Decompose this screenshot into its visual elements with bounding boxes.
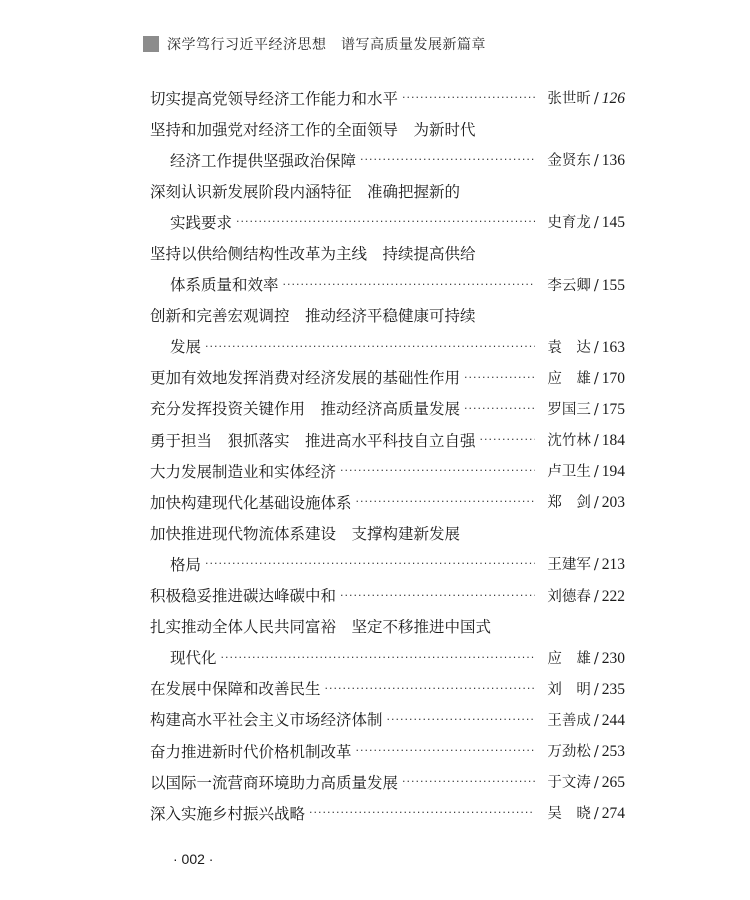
toc-entry-continuation[interactable] — [150, 144, 625, 175]
entry-page-number: 175 — [601, 400, 625, 418]
entry-title-continued: 格局 — [170, 555, 202, 574]
entry-author: 应 雄 — [547, 370, 591, 387]
entry-page-number: 184 — [601, 432, 625, 450]
entry-author: 应 雄 — [547, 650, 591, 667]
dot-leader — [205, 557, 535, 570]
dot-leader — [325, 682, 536, 695]
toc-entry[interactable] — [150, 517, 625, 548]
entry-author-page: 卢卫生 / 194 — [547, 463, 625, 481]
entry-page-number: 170 — [601, 369, 625, 387]
entry-title: 勇于担当 狠抓落实 推进高水平科技自立自强 — [150, 431, 476, 450]
entry-title: 深刻认识新发展阶段内涵特征 准确把握新的 — [150, 182, 461, 201]
entry-author: 刘 明 — [547, 681, 591, 698]
dot-leader — [402, 91, 535, 104]
entry-author: 史育龙 — [547, 215, 591, 232]
entry-title: 更加有效地发挥消费对经济发展的基础性作用 — [150, 369, 461, 388]
entry-title: 坚持以供给侧结构性改革为主线 持续提高供给 — [150, 245, 476, 264]
entry-page-number: 222 — [601, 587, 625, 605]
running-header — [143, 34, 486, 54]
entry-title: 坚持和加强党对经济工作的全面领导 为新时代 — [150, 120, 476, 139]
entry-author: 王建军 — [547, 557, 591, 574]
entry-page-number: 230 — [601, 649, 625, 667]
toc-entry[interactable] — [150, 580, 625, 611]
entry-title: 在发展中保障和改善民生 — [150, 680, 321, 699]
dot-leader — [464, 402, 535, 415]
entry-page-number: 126 — [601, 90, 625, 108]
toc-entry-continuation[interactable] — [150, 642, 625, 673]
dot-leader — [340, 589, 535, 602]
entry-page-number: 274 — [601, 805, 625, 823]
entry-author: 张世昕 — [547, 91, 591, 108]
entry-author: 郑 剑 — [547, 495, 591, 512]
entry-author-page: 沈竹林 / 184 — [547, 432, 625, 450]
entry-author: 罗国三 — [547, 401, 591, 418]
entry-title-continued: 现代化 — [170, 649, 217, 668]
entry-title: 大力发展制造业和实体经济 — [150, 462, 337, 481]
toc-entry-continuation[interactable] — [150, 548, 625, 579]
entry-title-continued: 发展 — [170, 338, 202, 357]
dot-leader — [205, 340, 535, 353]
toc-entry[interactable] — [150, 673, 625, 704]
dot-leader — [356, 495, 536, 508]
toc-entry[interactable] — [150, 237, 625, 268]
entry-title: 扎实推动全体人民共同富裕 坚定不移推进中国式 — [150, 618, 492, 637]
entry-author-page: 刘 明 / 235 — [547, 680, 625, 698]
entry-author-page: 刘德春 / 222 — [547, 587, 625, 605]
header-square-mark — [143, 36, 159, 52]
entry-author: 卢卫生 — [547, 464, 591, 481]
entry-author-page: 万劲松 / 253 — [547, 743, 625, 761]
entry-title: 积极稳妥推进碳达峰碳中和 — [150, 587, 337, 606]
header-title: 深学笃行习近平经济思想 谱写高质量发展新篇章 — [167, 37, 486, 53]
dot-leader — [356, 744, 536, 757]
toc-entry[interactable] — [150, 424, 625, 455]
entry-author: 刘德春 — [547, 588, 591, 605]
table-of-contents — [150, 82, 625, 828]
entry-title-continued: 体系质量和效率 — [170, 276, 279, 295]
entry-author: 沈竹林 — [547, 433, 591, 450]
entry-title: 深入实施乡村振兴战略 — [150, 804, 306, 823]
entry-author-page: 罗国三 / 175 — [547, 400, 625, 418]
entry-author: 于文涛 — [547, 775, 591, 792]
entry-author-page: 王建军 / 213 — [547, 556, 625, 574]
entry-author-page: 于文涛 / 265 — [547, 774, 625, 792]
dot-leader — [480, 433, 536, 446]
toc-entry[interactable] — [150, 735, 625, 766]
entry-author: 袁 达 — [547, 339, 591, 356]
entry-author-page: 金贤东 / 136 — [547, 152, 625, 170]
dot-leader — [402, 775, 535, 788]
entry-author: 金贤东 — [547, 153, 591, 170]
entry-page-number: 213 — [601, 556, 625, 574]
entry-title: 以国际一流营商环境助力高质量发展 — [150, 773, 399, 792]
dot-leader — [236, 215, 535, 228]
entry-page-number: 145 — [601, 214, 625, 232]
entry-page-number: 244 — [601, 711, 625, 729]
entry-page-number: 235 — [601, 680, 625, 698]
entry-page-number: 163 — [601, 338, 625, 356]
entry-title: 切实提高党领导经济工作能力和水平 — [150, 89, 399, 108]
entry-author-page: 王善成 / 244 — [547, 711, 625, 729]
entry-author: 吴 晓 — [547, 806, 591, 823]
entry-author: 王善成 — [547, 712, 591, 729]
toc-entry[interactable] — [150, 393, 625, 424]
toc-entry[interactable] — [150, 113, 625, 144]
entry-author-page: 李云卿 / 155 — [547, 276, 625, 294]
entry-title: 加快推进现代物流体系建设 支撑构建新发展 — [150, 524, 461, 543]
page-number: · 002 · — [173, 851, 214, 867]
entry-page-number: 253 — [601, 743, 625, 761]
toc-entry[interactable] — [150, 611, 625, 642]
toc-entry[interactable] — [150, 455, 625, 486]
dot-leader — [283, 278, 536, 291]
toc-entry[interactable] — [150, 175, 625, 206]
toc-entry[interactable] — [150, 486, 625, 517]
entry-author: 李云卿 — [547, 277, 591, 294]
toc-entry[interactable] — [150, 362, 625, 393]
toc-entry[interactable] — [150, 797, 625, 828]
dot-leader — [309, 806, 535, 819]
toc-entry-continuation[interactable] — [150, 269, 625, 300]
dot-leader — [360, 153, 535, 166]
dot-leader — [464, 371, 535, 384]
entry-author-page: 郑 剑 / 203 — [547, 494, 625, 512]
toc-entry-continuation[interactable] — [150, 331, 625, 362]
entry-title: 充分发挥投资关键作用 推动经济高质量发展 — [150, 400, 461, 419]
entry-title: 构建高水平社会主义市场经济体制 — [150, 711, 383, 730]
entry-title: 加快构建现代化基础设施体系 — [150, 493, 352, 512]
entry-page-number: 136 — [601, 152, 625, 170]
entry-page-number: 155 — [601, 276, 625, 294]
toc-entry[interactable] — [150, 704, 625, 735]
dot-leader — [387, 713, 536, 726]
entry-author-page: 袁 达 / 163 — [547, 338, 625, 356]
entry-title-continued: 实践要求 — [170, 213, 233, 232]
entry-title-continued: 经济工作提供坚强政治保障 — [170, 151, 357, 170]
entry-author-page: 史育龙 / 145 — [547, 214, 625, 232]
toc-entry-continuation[interactable] — [150, 206, 625, 237]
toc-entry[interactable] — [150, 300, 625, 331]
entry-page-number: 194 — [601, 463, 625, 481]
toc-entry[interactable] — [150, 82, 625, 113]
dot-leader — [340, 464, 535, 477]
entry-author-page: 张世昕 / 126 — [547, 90, 625, 108]
entry-author: 万劲松 — [547, 744, 591, 761]
dot-leader — [221, 651, 536, 664]
entry-author-page: 应 雄 / 230 — [547, 649, 625, 667]
entry-title: 奋力推进新时代价格机制改革 — [150, 742, 352, 761]
entry-author-page: 应 雄 / 170 — [547, 369, 625, 387]
entry-page-number: 203 — [601, 494, 625, 512]
toc-entry[interactable] — [150, 766, 625, 797]
entry-page-number: 265 — [601, 774, 625, 792]
entry-author-page: 吴 晓 / 274 — [547, 805, 625, 823]
entry-title: 创新和完善宏观调控 推动经济平稳健康可持续 — [150, 307, 476, 326]
